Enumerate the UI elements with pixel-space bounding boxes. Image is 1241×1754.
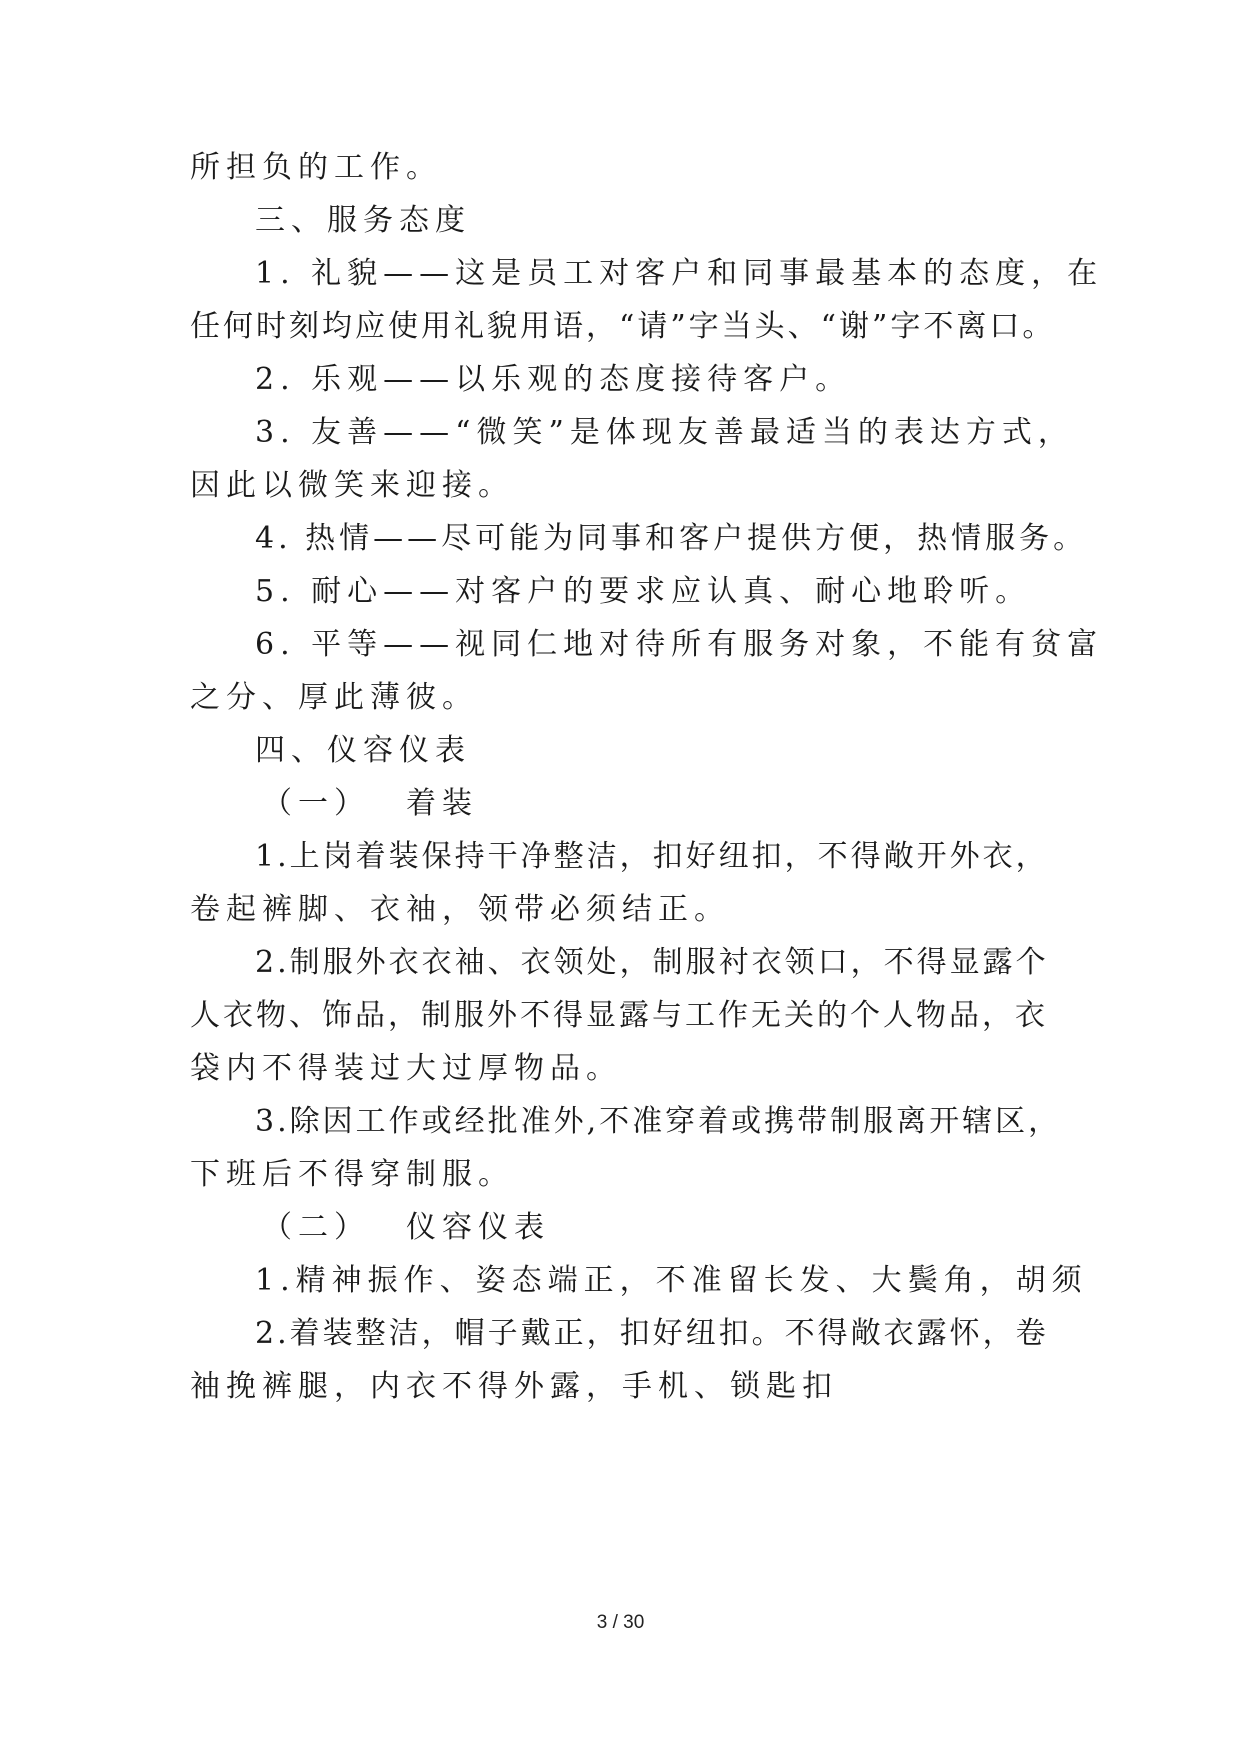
- paragraph-line: 3. 友善——“微笑”是体现友善最适当的表达方式，: [255, 415, 1074, 450]
- paragraph-line: 下班后不得穿制服。: [190, 1157, 514, 1192]
- paragraph-line: 2.着装整洁，帽子戴正，扣好纽扣。不得敞衣露怀，卷: [255, 1316, 1049, 1351]
- subheading-title: 着装: [406, 786, 478, 821]
- paragraph-line: 任何时刻均应使用礼貌用语，“请”字当头、“谢”字不离口。: [190, 309, 1056, 344]
- paragraph-line: 3.除因工作或经批准外,不准穿着或携带制服离开辖区，: [255, 1104, 1062, 1139]
- paragraph-line: 卷起裤脚、衣袖，领带必须结正。: [190, 892, 730, 927]
- subheading-clothing: [262, 784, 1050, 824]
- paragraph-line: 4. 热情——尽可能为同事和客户提供方便，热情服务。: [255, 521, 1088, 556]
- paragraph-line: 2. 乐观——以乐观的态度接待客户。: [255, 362, 852, 397]
- paragraph-line: 之分、厚此薄彼。: [190, 680, 478, 715]
- paragraph-line: 5. 耐心——对客户的要求应认真、耐心地聆听。: [255, 574, 1032, 609]
- paragraph-line: 袖挽裤腿，内衣不得外露，手机、锁匙扣: [190, 1369, 838, 1404]
- paragraph-line: 因此以微笑来迎接。: [190, 468, 514, 503]
- subheading-title: 仪容仪表: [406, 1210, 550, 1245]
- paragraph-line: 1.上岗着装保持干净整洁，扣好纽扣，不得敞开外衣，: [255, 839, 1049, 874]
- paragraph-line: 所担负的工作。: [190, 150, 442, 185]
- paragraph-line: 2.制服外衣衣袖、衣领处，制服衬衣领口，不得显露个: [255, 945, 1049, 980]
- paragraph-line: 1.精神振作、姿态端正，不准留长发、大鬓角，胡须: [255, 1263, 1088, 1298]
- subheading-number: （一）: [262, 786, 370, 821]
- paragraph-line: 6. 平等——视同仁地对待所有服务对象，不能有贫富: [255, 627, 1104, 662]
- subheading-number: （二）: [262, 1210, 370, 1245]
- section-heading: 三、服务态度: [255, 203, 471, 238]
- page-number: 3 / 30: [596, 1612, 645, 1633]
- paragraph-line: 人衣物、饰品，制服外不得显露与工作无关的个人物品，衣: [190, 998, 1048, 1033]
- subheading-appearance: [262, 1208, 1050, 1248]
- paragraph-line: 1. 礼貌——这是员工对客户和同事最基本的态度，在: [255, 256, 1104, 291]
- section-heading: 四、仪容仪表: [255, 733, 471, 768]
- paragraph-line: 袋内不得装过大过厚物品。: [190, 1051, 622, 1086]
